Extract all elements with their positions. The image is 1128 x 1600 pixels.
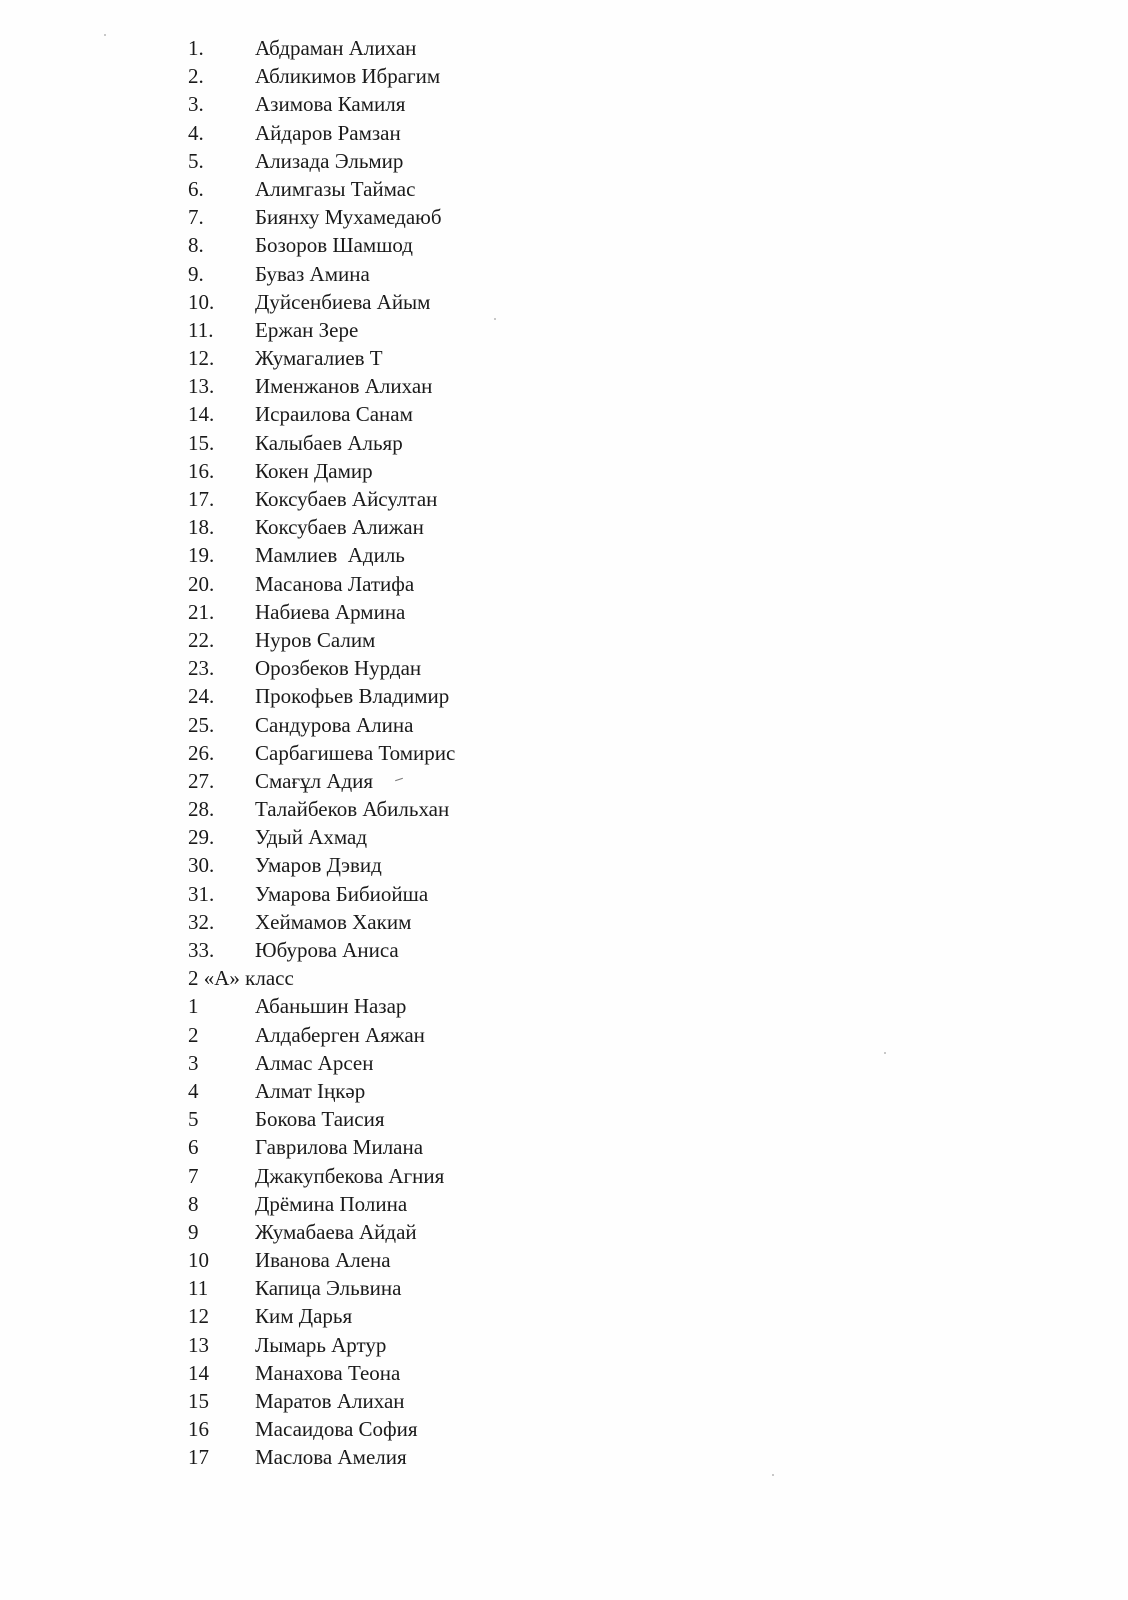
student-name: Масанова Латифа: [255, 571, 415, 596]
student-name: Сандурова Алина: [255, 712, 414, 737]
item-number: 7.: [188, 205, 204, 230]
item-number: 3.: [188, 92, 204, 117]
item-number: 9.: [188, 261, 204, 286]
item-number: 10.: [188, 289, 215, 314]
list-item: [0, 344, 1128, 372]
item-number: 12: [188, 1304, 209, 1329]
student-name: Сарбагишева Томирис: [255, 740, 456, 765]
student-name: Коксубаев Айсултан: [255, 487, 438, 511]
item-number: 33.: [188, 938, 215, 962]
student-name: Жумагалиев Т: [255, 346, 383, 371]
item-number: 24.: [188, 684, 215, 709]
list-item: [0, 1105, 1128, 1133]
student-name: Набиева Армина: [255, 599, 406, 624]
student-name: Маслова Амелия: [255, 1445, 407, 1470]
item-number: 5: [188, 1107, 199, 1132]
student-name: Ализада Эльмир: [255, 148, 404, 173]
list-item: [0, 316, 1128, 344]
list-item: [0, 1387, 1128, 1415]
student-name: Джакупбекова Агния: [255, 1163, 445, 1188]
list-item: [0, 1302, 1128, 1330]
student-name: Хеймамов Хаким: [255, 909, 412, 934]
item-number: 3: [188, 1050, 199, 1075]
student-name: Талайбеков Абильхан: [255, 797, 450, 822]
student-name: Коксубаев Алижан: [255, 515, 424, 540]
list-item: [0, 541, 1128, 569]
item-number: 30.: [188, 853, 215, 878]
student-name: Смағұл Адия: [255, 768, 374, 793]
class-heading-row: [0, 964, 1128, 992]
list-item: [0, 485, 1128, 513]
list-item: [0, 908, 1128, 936]
item-number: 1.: [188, 36, 204, 60]
student-name: Масаидова София: [255, 1417, 418, 1442]
item-number: 16.: [188, 458, 215, 483]
item-number: 15.: [188, 430, 215, 455]
list-item: [0, 823, 1128, 851]
student-name: Капица Эльвина: [255, 1276, 402, 1301]
student-name: Алимгазы Таймас: [255, 176, 416, 201]
item-number: 19.: [188, 543, 215, 568]
item-number: 11: [188, 1276, 209, 1301]
list-item: [0, 513, 1128, 541]
list-item: [0, 1274, 1128, 1302]
student-name: Кокен Дамир: [255, 458, 373, 483]
scan-speck: [772, 1474, 774, 1476]
list-item: [0, 62, 1128, 90]
item-number: 8: [188, 1191, 199, 1216]
item-number: 21.: [188, 599, 215, 624]
item-number: 12.: [188, 346, 215, 371]
list-item: [0, 1021, 1128, 1049]
list-item: [0, 570, 1128, 598]
list-item: [0, 1049, 1128, 1077]
item-number: 9: [188, 1219, 199, 1244]
item-number: 18.: [188, 515, 215, 540]
item-number: 23.: [188, 656, 215, 681]
item-number: 7: [188, 1163, 199, 1188]
student-name: Бозоров Шамшод: [255, 233, 413, 258]
student-name: Абдраман Алихан: [255, 36, 417, 60]
item-number: 8.: [188, 233, 204, 258]
student-name: Исраилова Санам: [255, 402, 413, 427]
student-name: Лымарь Артур: [255, 1332, 387, 1357]
list-item: [0, 90, 1128, 118]
student-name: Калыбаев Альяр: [255, 430, 403, 455]
list-item: [0, 147, 1128, 175]
item-number: 16: [188, 1417, 209, 1442]
student-name: Нуров Салим: [255, 627, 376, 652]
student-name: Алдаберген Аяжан: [255, 1022, 425, 1047]
list-item: [0, 1190, 1128, 1218]
list-item: [0, 231, 1128, 259]
student-name: Юбурова Аниса: [255, 938, 399, 962]
item-number: 20.: [188, 571, 215, 596]
list-item: [0, 1415, 1128, 1443]
list-item: [0, 682, 1128, 710]
item-number: 4.: [188, 120, 204, 145]
student-name: Дуйсенбиева Айым: [255, 289, 431, 314]
item-number: 31.: [188, 881, 215, 906]
item-number: 26.: [188, 740, 215, 765]
item-number: 14.: [188, 402, 215, 427]
item-number: 10: [188, 1248, 209, 1273]
list-item: [0, 1359, 1128, 1387]
student-name: Манахова Теона: [255, 1360, 401, 1385]
student-name: Абаньшин Назар: [255, 994, 407, 1019]
pen-mark: [395, 778, 403, 781]
item-number: 4: [188, 1078, 199, 1103]
item-number: 22.: [188, 627, 215, 652]
student-name: Мамлиев Адиль: [255, 543, 405, 568]
list-item: [0, 626, 1128, 654]
list-item: [0, 457, 1128, 485]
item-number: 28.: [188, 797, 215, 822]
item-number: 14: [188, 1360, 209, 1385]
item-number: 29.: [188, 825, 215, 850]
student-name: Умарова Бибиойша: [255, 881, 429, 906]
student-name: Именжанов Алихан: [255, 374, 433, 399]
list-item: [0, 739, 1128, 767]
list-item: [0, 203, 1128, 231]
item-number: 1: [188, 994, 199, 1019]
list-item: [0, 400, 1128, 428]
student-name: Биянху Мухамедаюб: [255, 205, 442, 230]
student-name: Азимова Камиля: [255, 92, 406, 117]
item-number: 32.: [188, 909, 215, 934]
list-item: [0, 936, 1128, 964]
student-name: Маратов Алихан: [255, 1389, 405, 1413]
student-name: Алмас Арсен: [255, 1050, 374, 1075]
student-name: Алмат Іңкәр: [255, 1078, 366, 1103]
student-name: Иванова Алена: [255, 1248, 391, 1273]
list-item: [0, 880, 1128, 908]
list-item: [0, 1077, 1128, 1105]
student-name: Прокофьев Владимир: [255, 684, 450, 709]
list-item: [0, 851, 1128, 879]
list-item: [0, 1218, 1128, 1246]
item-number: 17: [188, 1445, 209, 1470]
item-number: 5.: [188, 148, 204, 173]
list-item: [0, 1331, 1128, 1359]
student-name: Ким Дарья: [255, 1304, 353, 1329]
student-name: Буваз Амина: [255, 261, 370, 286]
list-item: [0, 288, 1128, 316]
item-number: 13.: [188, 374, 215, 399]
list-item: [0, 429, 1128, 457]
item-number: 11.: [188, 317, 214, 342]
student-name: Бокова Таисия: [255, 1107, 385, 1132]
list-item: [0, 119, 1128, 147]
list-item: [0, 1162, 1128, 1190]
list-item: [0, 1443, 1128, 1471]
student-name: Абликимов Ибрагим: [255, 64, 441, 89]
item-number: 15: [188, 1389, 209, 1413]
item-number: 6: [188, 1135, 199, 1160]
list-item: [0, 992, 1128, 1020]
item-number: 2: [188, 1022, 199, 1047]
item-number: 6.: [188, 176, 204, 201]
list-item: [0, 34, 1128, 62]
list-item: [0, 1246, 1128, 1274]
item-number: 17.: [188, 487, 215, 511]
student-name: Гаврилова Милана: [255, 1135, 424, 1160]
student-name: Умаров Дэвид: [255, 853, 382, 878]
list-item: [0, 654, 1128, 682]
list-item: [0, 1133, 1128, 1161]
list-item: [0, 711, 1128, 739]
list-item: [0, 260, 1128, 288]
student-name: Дрёмина Полина: [255, 1191, 408, 1216]
student-name: Удый Ахмад: [255, 825, 368, 850]
list-item: [0, 598, 1128, 626]
student-name: Жумабаева Айдай: [255, 1219, 417, 1244]
student-name: Айдаров Рамзан: [255, 120, 401, 145]
list-item: [0, 795, 1128, 823]
list-item: [0, 767, 1128, 795]
student-name: Ержан Зере: [255, 317, 359, 342]
class-heading: 2 «А» класс: [188, 966, 294, 991]
item-number: 13: [188, 1332, 209, 1357]
item-number: 2.: [188, 64, 204, 89]
item-number: 27.: [188, 768, 215, 793]
student-list: [0, 34, 1128, 1472]
list-item: [0, 175, 1128, 203]
item-number: 25.: [188, 712, 215, 737]
student-name: Орозбеков Нурдан: [255, 656, 422, 681]
list-item: [0, 372, 1128, 400]
